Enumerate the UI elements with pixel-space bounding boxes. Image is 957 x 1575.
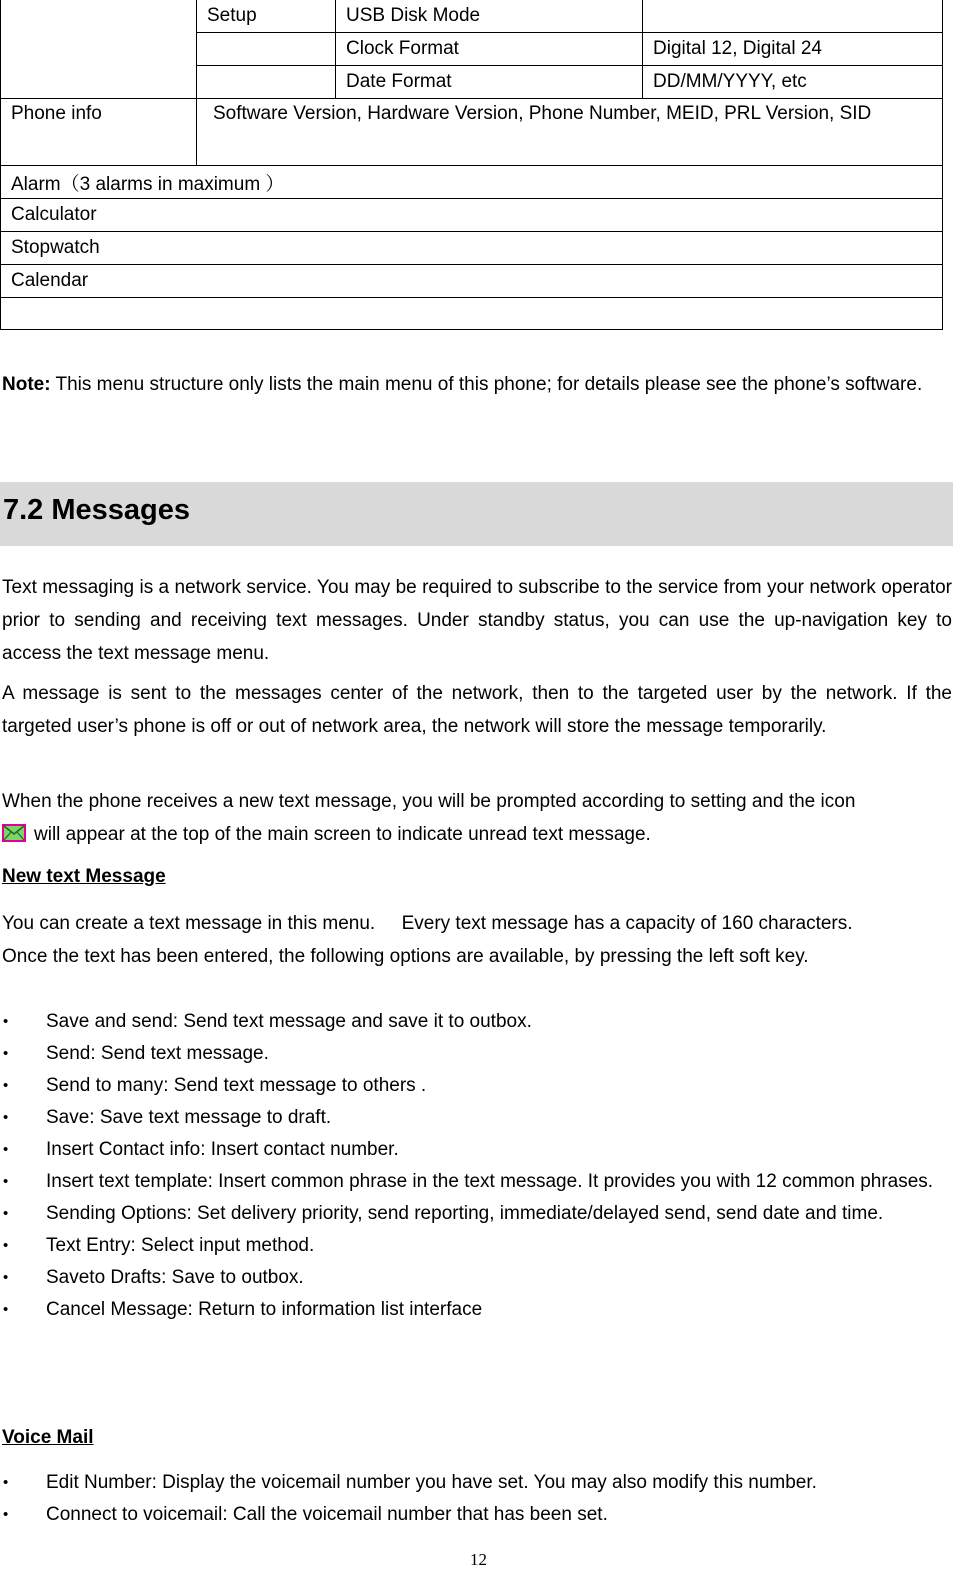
new-text-options-list (0, 1006, 953, 1326)
table-cell-empty (197, 33, 336, 66)
list-item (0, 1102, 953, 1134)
table-cell-empty (197, 66, 336, 99)
new-text-line-1: You can create a text message in this menu. Every text message has a capacity of 160 characters. (2, 913, 853, 934)
list-item-text: Insert text template: Insert common phrase in the text message. It provides you with 12 common phrases. (46, 1171, 934, 1192)
list-item-text: Cancel Message: Return to information list interface (46, 1299, 483, 1320)
list-item (0, 1198, 953, 1230)
bullet-dot: • (3, 1301, 9, 1318)
list-item-text: Save and send: Send text message and save it to outbox. (46, 1011, 532, 1032)
table-row (1, 99, 943, 166)
table-row (1, 265, 943, 298)
table-cell: Setup (197, 0, 336, 33)
list-item-text: Sending Options: Set delivery priority, send reporting, immediate/delayed send, send date and time. (46, 1203, 884, 1224)
table-cell-empty (1, 298, 943, 330)
voice-mail-options-list (0, 1467, 953, 1531)
paragraph-delivery: A message is sent to the messages center of the network, then to the targeted user by the network. If the targeted user’s phone is off or out of network area, the network will store the message temporarily. (2, 683, 952, 737)
note-label: Note: (2, 374, 51, 395)
table-row (1, 199, 943, 232)
table-cell: Stopwatch (1, 232, 943, 265)
bullet-dot: • (3, 1506, 9, 1523)
list-item-text: Insert Contact info: Insert contact number. (46, 1139, 399, 1160)
table-cell: USB Disk Mode (336, 0, 643, 33)
table-cell: DD/MM/YYYY, etc (643, 66, 943, 99)
list-item-text: Send to many: Send text message to others . (46, 1075, 427, 1096)
note-text: This menu structure only lists the main menu of this phone; for details please see the phone’s software. (50, 374, 923, 395)
table-cell: Software Version, Hardware Version, Phone Number, MEID, PRL Version, SID (197, 99, 943, 166)
list-item (0, 1262, 953, 1294)
paragraph-intro: Text messaging is a network service. You may be required to subscribe to the service from your network operator prior to sending and receiving text messages. Under standby status, you can use the up-navigation key to access the text message menu. (2, 577, 952, 664)
bullet-dot: • (3, 1141, 9, 1158)
table-cell: Date Format (336, 66, 643, 99)
table-row (1, 232, 943, 265)
list-item-text: Edit Number: Display the voicemail number you have set. You may also modify this number. (46, 1472, 817, 1493)
list-item (0, 1134, 953, 1166)
table-cell: Clock Format (336, 33, 643, 66)
list-item-text: Save: Save text message to draft. (46, 1107, 332, 1128)
bullet-dot: • (3, 1205, 9, 1222)
list-item-text: Saveto Drafts: Save to outbox. (46, 1267, 304, 1288)
bullet-dot: • (3, 1173, 9, 1190)
list-item (0, 1467, 953, 1499)
envelope-icon (2, 824, 26, 842)
bullet-dot: • (3, 1077, 9, 1094)
list-item-text: Send: Send text message. (46, 1043, 269, 1064)
table-cell: Calculator (1, 199, 943, 232)
new-text-line-2: Once the text has been entered, the following options are available, by pressing the left soft key. (2, 946, 809, 967)
table-cell: Phone info (1, 99, 197, 166)
list-item-text: Connect to voicemail: Call the voicemail number that has been set. (46, 1504, 608, 1525)
section-title: 7.2 Messages (3, 494, 191, 526)
table-row (1, 0, 943, 33)
new-text-message-heading: New text Message (2, 866, 166, 887)
menu-structure-table (0, 0, 943, 330)
bullet-dot: • (3, 1013, 9, 1030)
paragraph-notification (2, 785, 952, 851)
list-item (0, 1499, 953, 1531)
table-cell-empty (1, 0, 197, 99)
list-item (0, 1294, 953, 1326)
list-item (0, 1166, 953, 1198)
table-cell: Digital 12, Digital 24 (643, 33, 943, 66)
table-cell: Alarm（3 alarms in maximum ） (1, 166, 943, 199)
table-cell-empty (643, 0, 943, 33)
notification-text-b: will appear at the top of the main screen to indicate unread text message. (34, 824, 651, 845)
note-paragraph (2, 368, 952, 401)
bullet-dot: • (3, 1109, 9, 1126)
table-row (1, 298, 943, 330)
bullet-dot: • (3, 1474, 9, 1491)
page-number: 12 (470, 1550, 487, 1569)
voice-mail-heading: Voice Mail (2, 1427, 94, 1448)
notification-text-a: When the phone receives a new text message, you will be prompted according to setting and the icon (2, 791, 856, 812)
list-item-text: Text Entry: Select input method. (46, 1235, 315, 1256)
table-cell: Calendar (1, 265, 943, 298)
bullet-dot: • (3, 1045, 9, 1062)
table-row (1, 166, 943, 199)
list-item (0, 1230, 953, 1262)
bullet-dot: • (3, 1237, 9, 1254)
list-item (0, 1070, 953, 1102)
bullet-dot: • (3, 1269, 9, 1286)
list-item (0, 1038, 953, 1070)
list-item (0, 1006, 953, 1038)
